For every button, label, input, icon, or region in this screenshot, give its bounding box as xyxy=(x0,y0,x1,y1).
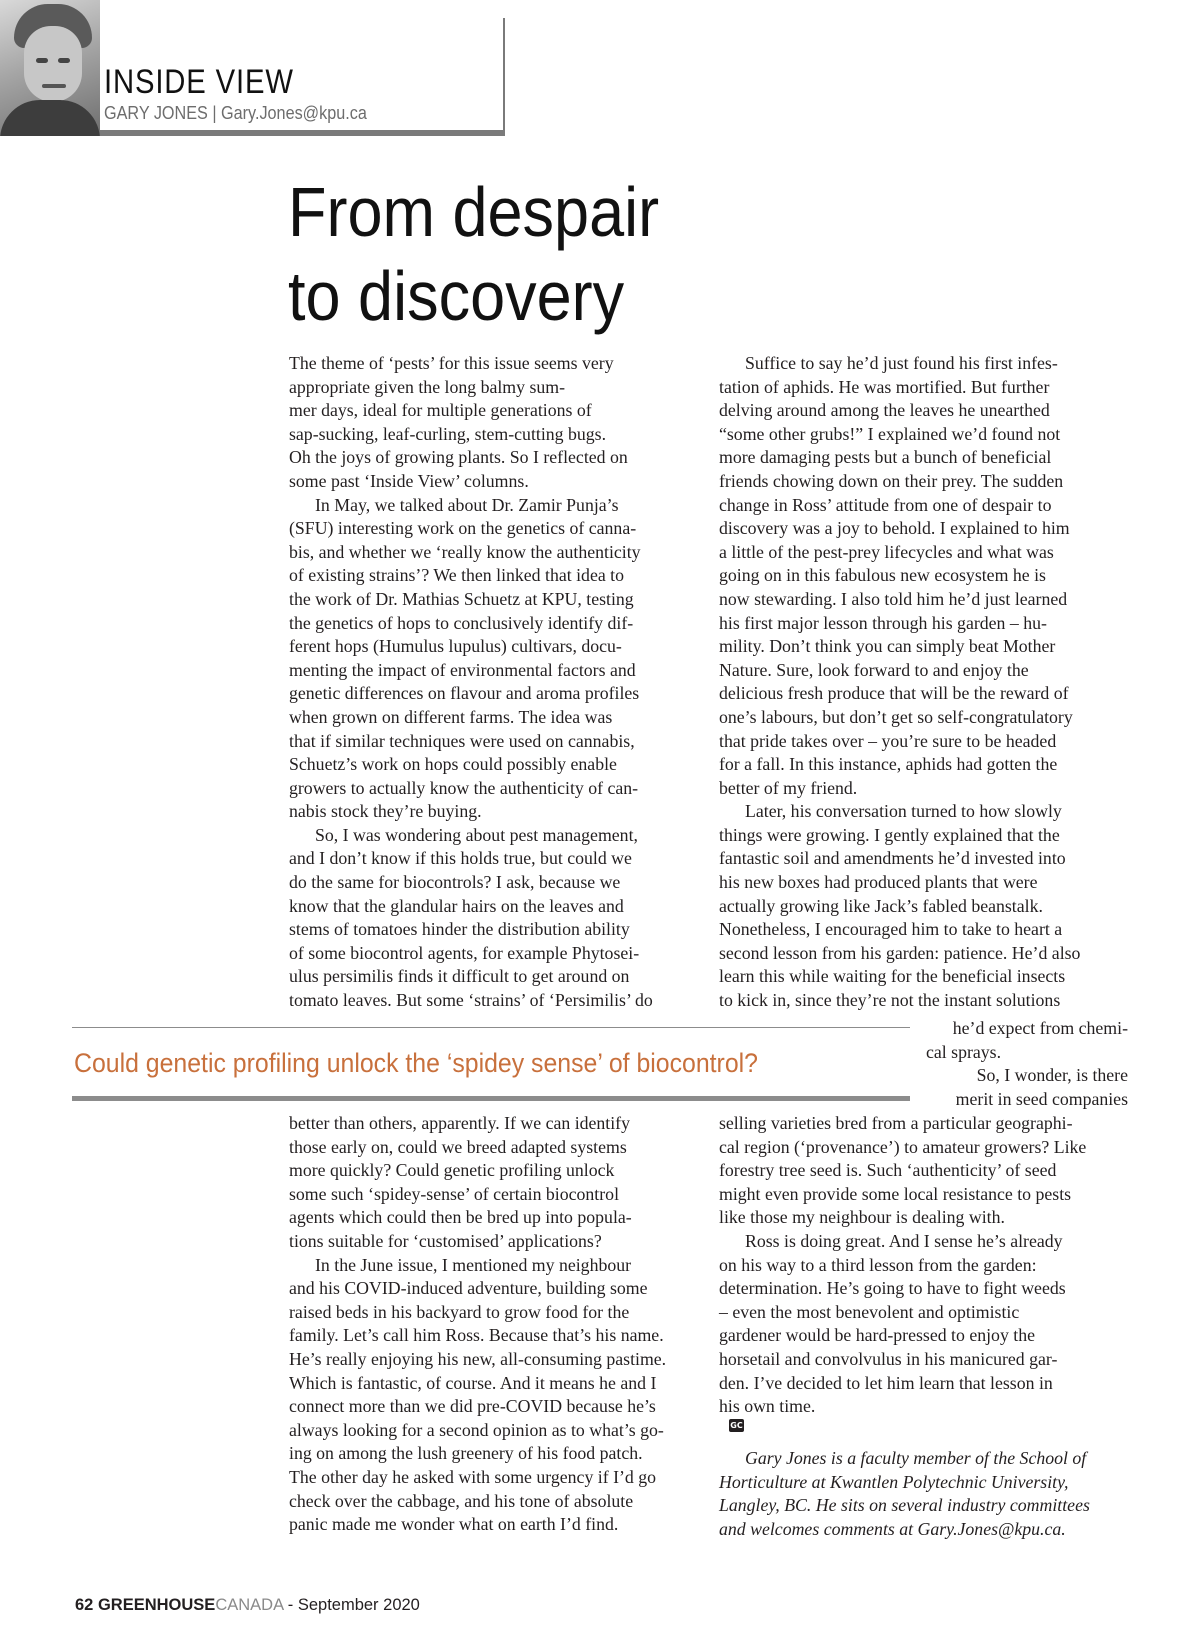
text-line: In the June issue, I mentioned my neighbour xyxy=(315,1254,632,1275)
bio-line: and welcomes comments at Gary.Jones@kpu.ca. xyxy=(719,1518,1066,1539)
text-line: to kick in, since they’re not the instant solutions xyxy=(719,990,1061,1011)
text-line: nabis stock they’re buying. xyxy=(289,801,482,822)
body-column-left-lower xyxy=(289,1112,666,1537)
text-line: (SFU) interesting work on the genetics of canna- xyxy=(289,518,637,539)
text-line: Nature. Sure, look forward to and enjoy the xyxy=(719,659,1029,680)
text-line: delving around among the leaves he unearthed xyxy=(719,400,1050,421)
text-line: cal sprays. xyxy=(926,1041,1002,1062)
bio-line: Langley, BC. He sits on several industry committees xyxy=(719,1495,1090,1516)
text-line: ulus persimilis finds it difficult to get around on xyxy=(289,966,630,987)
text-line: the genetics of hops to conclusively identify dif- xyxy=(289,612,634,633)
text-line: when grown on different farms. The idea was xyxy=(289,706,613,727)
text-line: mer days, ideal for multiple generations of xyxy=(289,400,592,421)
text-line: determination. He’s going to have to fight weeds xyxy=(719,1278,1066,1299)
text-line: agents which could then be bred up into popula- xyxy=(289,1207,632,1228)
page-number: 62 xyxy=(75,1596,94,1614)
text-line: So, I wonder, is there xyxy=(976,1065,1128,1086)
text-line: gardener would be hard-pressed to enjoy the xyxy=(719,1325,1035,1346)
text-line: genetic differences on flavour and aroma profiles xyxy=(289,683,640,704)
text-line: things were growing. I gently explained that the xyxy=(719,824,1060,845)
text-line: merit in seed companies xyxy=(955,1088,1128,1109)
text-line: second lesson from his garden: patience. He’d also xyxy=(719,942,1081,963)
text-line: some such ‘spidey-sense’ of certain biocontrol xyxy=(289,1183,620,1204)
text-line: of existing strains’? We then linked that idea to xyxy=(289,565,625,586)
text-line: The theme of ‘pests’ for this issue seems very xyxy=(289,353,614,373)
text-line: a little of the pest-prey lifecycles and what was xyxy=(719,541,1054,562)
text-line: ferent hops (Humulus lupulus) cultivars, docu- xyxy=(289,636,622,657)
text-line: family. Let’s call him Ross. Because that’s his name. xyxy=(289,1325,664,1346)
text-line: some past ‘Inside View’ columns. xyxy=(289,470,529,491)
text-line: stems of tomatoes hinder the distribution ability xyxy=(289,919,630,940)
page-footer xyxy=(75,1595,420,1615)
text-line: Suffice to say he’d just found his first infes- xyxy=(745,353,1058,373)
text-line: So, I was wondering about pest management, xyxy=(315,824,638,845)
text-line: forestry tree seed is. Such ‘authenticity’ of seed xyxy=(719,1160,1057,1181)
section-label: INSIDE VIEW xyxy=(104,63,294,101)
text-line: the work of Dr. Mathias Schuetz at KPU, testing xyxy=(289,588,634,609)
text-line: sap-sucking, leaf-curling, stem-cutting bugs. xyxy=(289,423,607,444)
text-line: now stewarding. I also told him he’d just learned xyxy=(719,588,1068,609)
text-line: He’s really enjoying his new, all-consuming pastime. xyxy=(289,1348,667,1369)
text-line: panic made me wonder what on earth I’d find. xyxy=(289,1514,619,1535)
text-line: ing on among the lush greenery of his food patch. xyxy=(289,1443,643,1464)
header-divider xyxy=(100,130,505,136)
text-line: that if similar techniques were used on cannabis, xyxy=(289,730,635,751)
bio-line: Gary Jones is a faculty member of the School of xyxy=(745,1448,1087,1468)
text-line: check over the cabbage, and his tone of absolute xyxy=(289,1490,634,1511)
text-line: Ross is doing great. And I sense he’s already xyxy=(745,1230,1063,1251)
text-line: Schuetz’s work on hops could possibly enable xyxy=(289,754,617,775)
headline-line: to discovery xyxy=(288,257,625,335)
text-line: know that the glandular hairs on the leaves and xyxy=(289,895,624,916)
text-line xyxy=(719,1395,1086,1432)
text-line: might even provide some local resistance to pests xyxy=(719,1183,1072,1204)
text-line: The other day he asked with some urgency if I’d go xyxy=(289,1466,657,1487)
headline-line: From despair xyxy=(288,173,660,251)
text-line-final: his own time. xyxy=(719,1396,816,1417)
text-line: on his way to a third lesson from the garden: xyxy=(719,1254,1037,1275)
bio-line: Horticulture at Kwantlen Polytechnic University, xyxy=(719,1471,1069,1492)
text-line: “some other grubs!” I explained we’d found not xyxy=(719,423,1061,444)
text-line: he’d expect from chemi- xyxy=(952,1018,1128,1038)
text-line: that pride takes over – you’re sure to be headed xyxy=(719,730,1057,751)
body-column-left-upper xyxy=(289,352,653,1013)
text-line: connect more than we did pre-COVID because he’s xyxy=(289,1396,656,1417)
text-line: Which is fantastic, of course. And it means he and I xyxy=(289,1372,657,1393)
text-line: of some biocontrol agents, for example Phytosei- xyxy=(289,942,640,963)
text-line: for a fall. In this instance, aphids had gotten the xyxy=(719,754,1058,775)
body-column-right-upper xyxy=(719,352,1080,1013)
text-line: actually growing like Jack’s fabled beanstalk. xyxy=(719,895,1043,916)
text-line: going on in this fabulous new ecosystem he is xyxy=(719,565,1046,586)
text-line: In May, we talked about Dr. Zamir Punja’s xyxy=(315,494,619,515)
text-line: Oh the joys of growing plants. So I reflected on xyxy=(289,447,628,468)
magazine-name: GREENHOUSE xyxy=(97,1596,216,1614)
text-line: tation of aphids. He was mortified. But further xyxy=(719,376,1050,397)
pull-quote-rule-bottom xyxy=(72,1096,910,1101)
pull-quote-rule-top xyxy=(72,1027,910,1028)
text-line: do the same for biocontrols? I ask, because we xyxy=(289,872,621,893)
text-line: cal region (‘provenance’) to amateur growers? Like xyxy=(719,1136,1087,1157)
text-line: tomato leaves. But some ‘strains’ of ‘Persimilis’ do xyxy=(289,990,653,1011)
text-line: raised beds in his backyard to grow food for the xyxy=(289,1301,630,1322)
end-mark-icon: GC xyxy=(730,1420,743,1430)
text-line: selling varieties bred from a particular geographi- xyxy=(719,1113,1073,1133)
text-line: fantastic soil and amendments he’d invested into xyxy=(719,848,1066,869)
text-line: always looking for a second opinion as to what’s go- xyxy=(289,1419,664,1440)
text-line: growers to actually know the authenticity of can- xyxy=(289,777,639,798)
text-line: horsetail and convolvulus in his manicured gar- xyxy=(719,1348,1058,1369)
text-line: learn this while waiting for the beneficial insects xyxy=(719,966,1066,987)
text-line: Nonetheless, I encouraged him to take to heart a xyxy=(719,919,1063,940)
text-line: more quickly? Could genetic profiling unlock xyxy=(289,1160,615,1181)
magazine-name-light: CANADA xyxy=(215,1596,284,1614)
text-line: change in Ross’ attitude from one of despair to xyxy=(719,494,1052,515)
article-headline xyxy=(288,170,684,338)
body-column-right-lower xyxy=(719,1112,1086,1432)
text-line: and his COVID-induced adventure, building some xyxy=(289,1278,648,1299)
text-line: like those my neighbour is dealing with. xyxy=(719,1207,1005,1228)
pull-quote: Could genetic profiling unlock the ‘spidey sense’ of biocontrol? xyxy=(74,1048,758,1078)
text-line: better than others, apparently. If we can identify xyxy=(289,1113,630,1133)
text-line: – even the most benevolent and optimistic xyxy=(719,1301,1020,1322)
text-line: discovery was a joy to behold. I explained to him xyxy=(719,518,1070,539)
byline: GARY JONES | Gary.Jones@kpu.ca xyxy=(104,103,367,123)
text-line: menting the impact of environmental factors and xyxy=(289,659,636,680)
text-line: and I don’t know if this holds true, but could we xyxy=(289,848,632,869)
issue-date: - September 2020 xyxy=(287,1596,420,1614)
text-line: friends chowing down on their prey. The sudden xyxy=(719,470,1064,491)
text-line: his first major lesson through his garden – hu- xyxy=(719,612,1047,633)
text-line: delicious fresh produce that will be the reward of xyxy=(719,683,1069,704)
text-line: those early on, could we breed adapted systems xyxy=(289,1136,627,1157)
text-line: better of my friend. xyxy=(719,777,858,798)
text-line: one’s labours, but don’t get so self-congratulatory xyxy=(719,706,1073,727)
text-line: bis, and whether we ‘really know the authenticity xyxy=(289,541,641,562)
header-divider-vertical xyxy=(503,18,505,136)
text-line: his new boxes had produced plants that were xyxy=(719,872,1038,893)
text-line: tions suitable for ‘customised’ applications? xyxy=(289,1230,602,1251)
author-bio xyxy=(719,1447,1090,1541)
text-line: den. I’ve decided to let him learn that lesson in xyxy=(719,1372,1053,1393)
text-line: Later, his conversation turned to how slowly xyxy=(745,801,1062,822)
text-line: mility. Don’t think you can simply beat Mother xyxy=(719,636,1056,657)
author-photo xyxy=(0,0,100,136)
text-line: appropriate given the long balmy sum- xyxy=(289,376,566,397)
body-column-wrap xyxy=(926,1017,1128,1111)
text-line: more damaging pests but a bunch of beneficial xyxy=(719,447,1052,468)
